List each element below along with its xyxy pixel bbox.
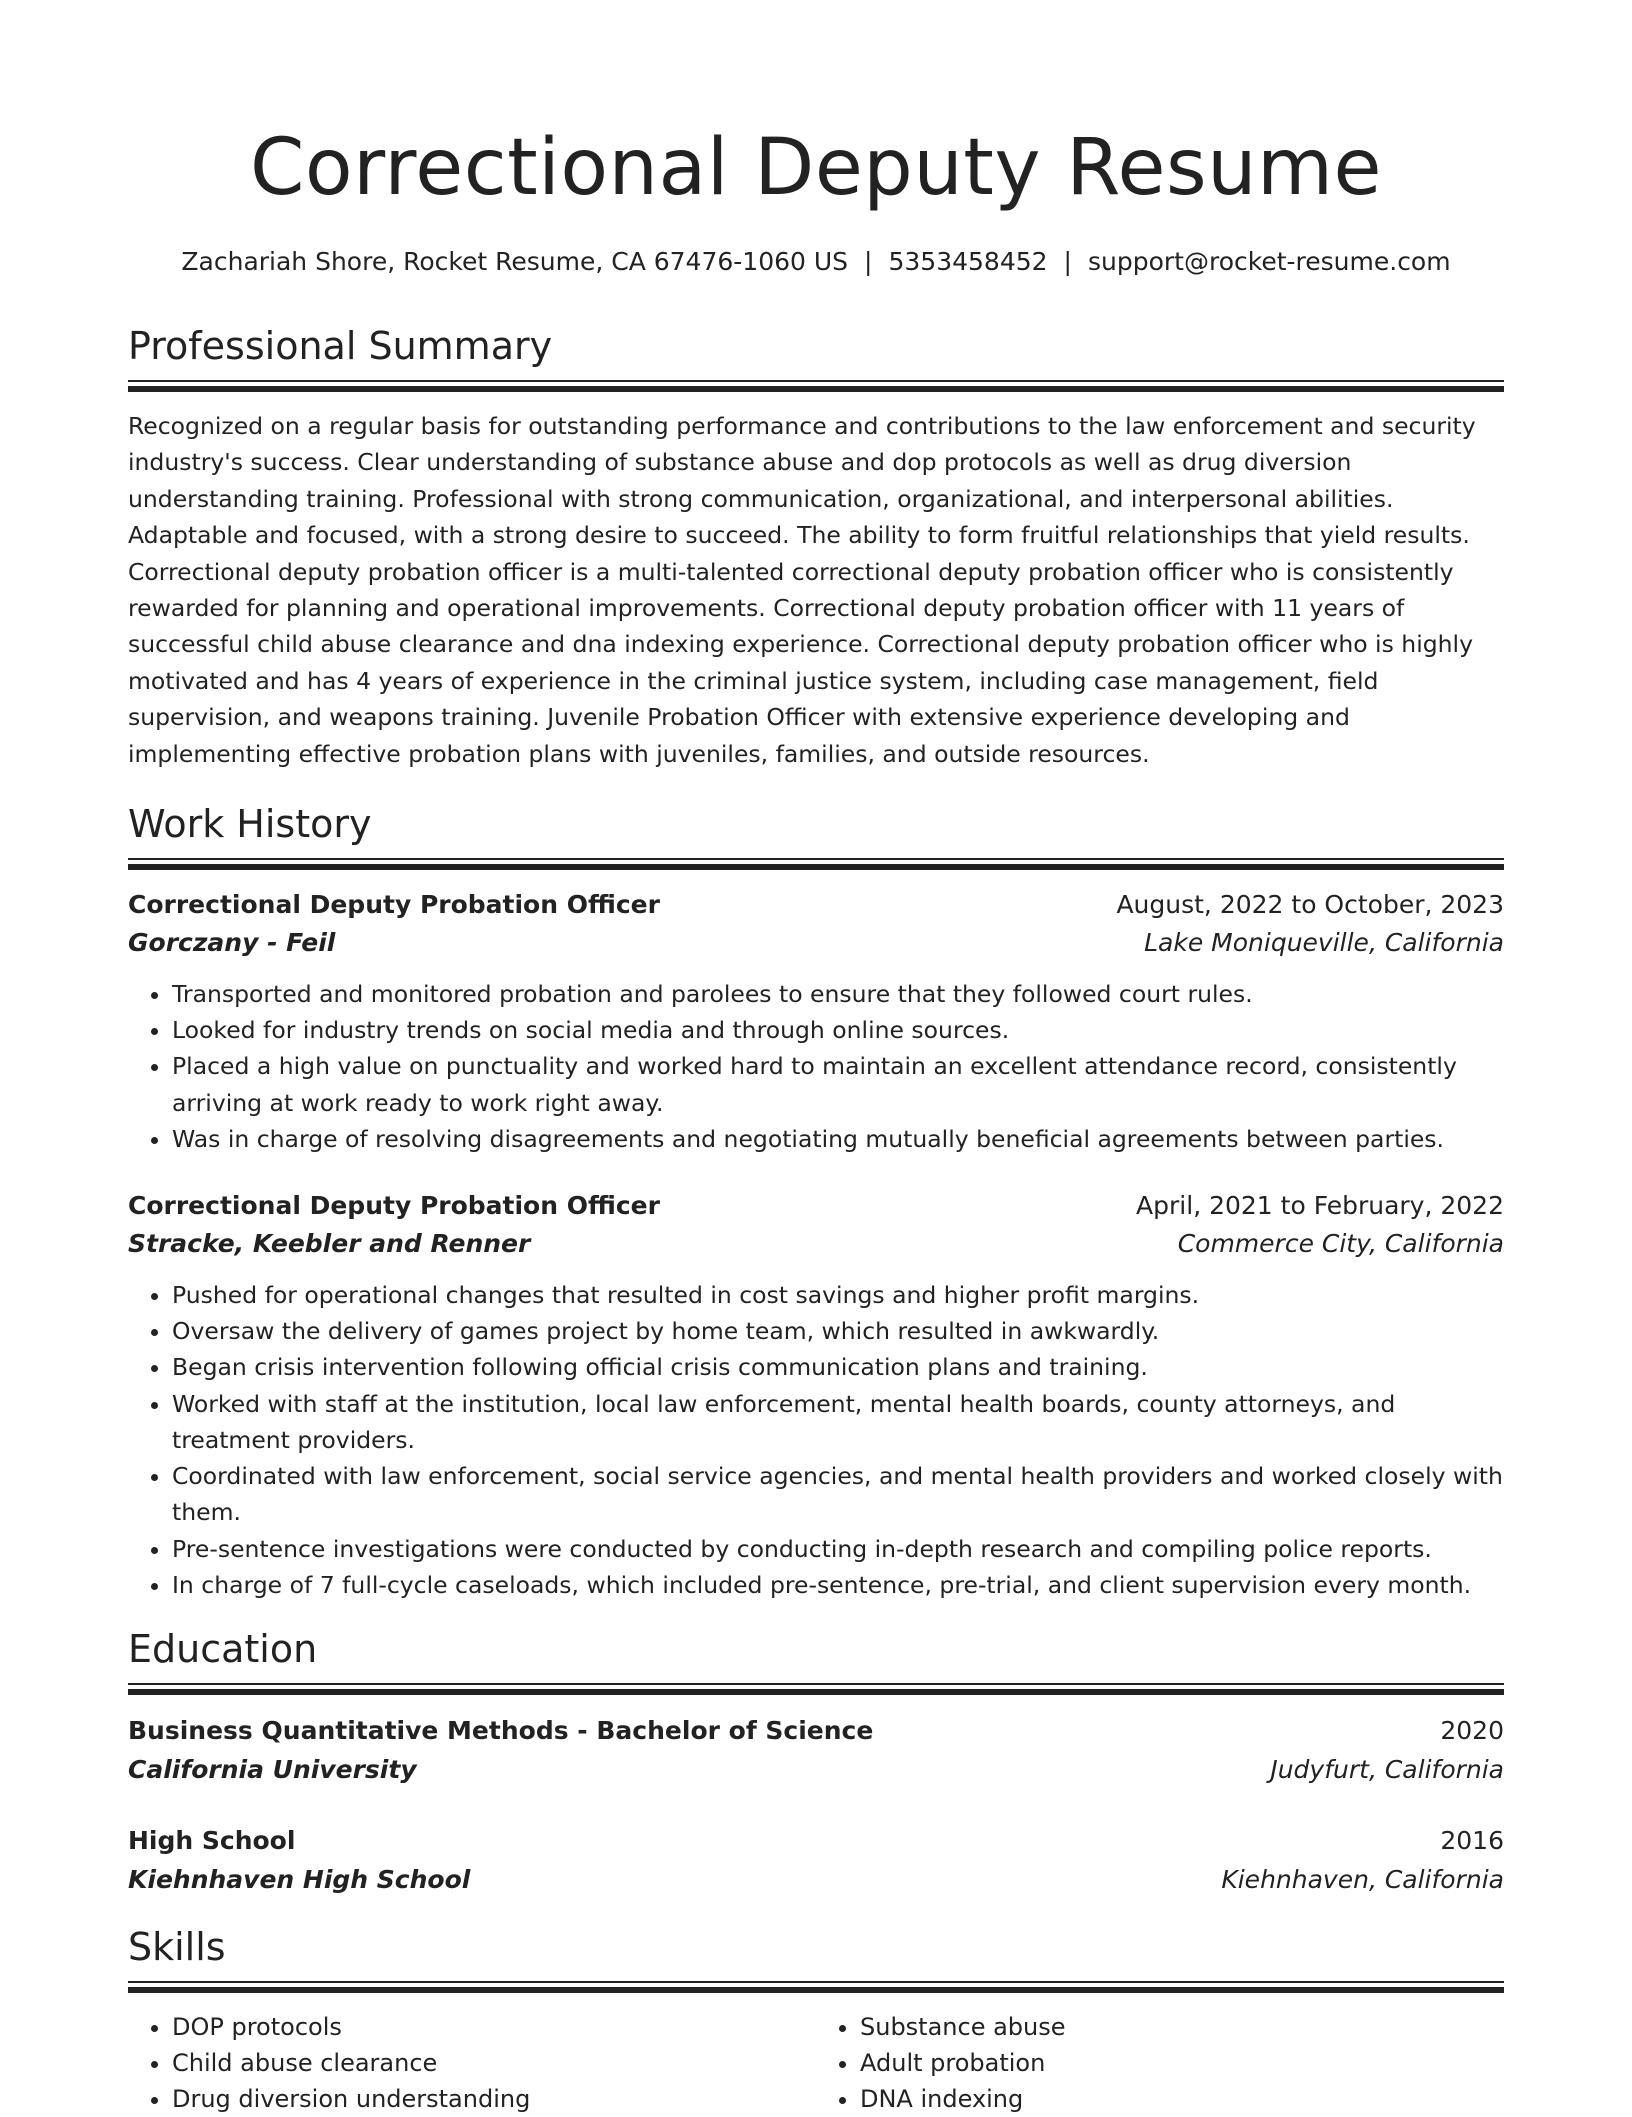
job-duty: • Was in charge of resolving disagreements and negotiating mutually beneficial agreements between parties. — [172, 1121, 1504, 1157]
education-degree: High School — [128, 1825, 296, 1855]
education-section — [128, 1625, 1504, 1899]
contact-phone: 5353458452 — [888, 247, 1048, 276]
education-location: Kiehnhaven, California — [1221, 1864, 1504, 1894]
skills-list — [128, 2009, 1504, 2117]
job-dates: April, 2021 to February, 2022 — [1136, 1191, 1504, 1221]
skill-item: • Drug diversion understanding — [172, 2081, 816, 2117]
education-school: California University — [128, 1754, 417, 1784]
job-duty: • Began crisis intervention following official crisis communication plans and training. — [172, 1349, 1504, 1385]
skill-item: • Adult probation — [860, 2045, 1504, 2081]
job-duty: • In charge of 7 full-cycle caseloads, which included pre-sentence, pre-trial, and client supervision every month. — [172, 1567, 1504, 1603]
education-year: 2016 — [1440, 1825, 1504, 1855]
contact-separator: | — [864, 247, 873, 276]
job-location: Commerce City, California — [1177, 1229, 1504, 1259]
education-entry — [128, 1821, 1504, 1899]
job-duty: • Transported and monitored probation and parolees to ensure that they followed court rules. — [172, 976, 1504, 1012]
section-heading-education: Education — [128, 1626, 318, 1671]
skill-item: • DOP protocols — [172, 2009, 816, 2045]
job-duty: • Pushed for operational changes that resulted in cost savings and higher profit margins. — [172, 1277, 1504, 1313]
skill-item: • Substance abuse — [860, 2009, 1504, 2045]
job-duty: • Oversaw the delivery of games project by home team, which resulted in awkwardly. — [172, 1313, 1504, 1349]
section-heading-skills: Skills — [128, 1924, 226, 1969]
summary-text: Recognized on a regular basis for outstanding performance and contributions to the law enforcement and security industry's success. Clear understanding of substance abuse and dop protocols as well as drug diversion understanding training. Professional with strong communication, organizational, and interpersonal abilities. Adaptable and focused, with a strong desire to succeed. The ability to form fruitful relationships that yield results. Correctional deputy probation officer is a multi-talented correctional deputy probation officer who is consistently rewarded for planning and operational improvements. Correctional deputy probation officer with 11 years of successful child abuse clearance and dna indexing experience. Correctional deputy probation officer who is highly motivated and has 4 years of experience in the criminal justice system, including case management, field supervision, and weapons training. Juvenile Probation Officer with extensive experience developing and implementing effective probation plans with juveniles, families, and outside resources. — [128, 412, 1476, 768]
job-location: Lake Moniqueville, California — [1144, 928, 1504, 958]
contact-separator: | — [1063, 247, 1072, 276]
education-school: Kiehnhaven High School — [128, 1864, 471, 1894]
section-heading-work: Work History — [128, 802, 372, 847]
job-duty: • Worked with staff at the institution, local law enforcement, mental health boards, county attorneys, and treatment providers. — [172, 1386, 1504, 1458]
job-entry — [128, 886, 1504, 1157]
job-duties — [128, 1277, 1504, 1603]
job-company: Stracke, Keebler and Renner — [128, 1229, 531, 1259]
section-divider — [128, 1981, 1504, 1993]
summary-section — [128, 322, 1504, 772]
resume-page — [128, 0, 1504, 2117]
job-title: Correctional Deputy Probation Officer — [128, 1191, 660, 1221]
skills-column-right — [816, 2009, 1504, 2117]
job-entry — [128, 1187, 1504, 1603]
education-year: 2020 — [1440, 1715, 1504, 1745]
job-company: Gorczany - Feil — [128, 928, 336, 958]
page-title: Correctional Deputy Resume — [249, 123, 1383, 213]
job-duty: • Coordinated with law enforcement, social service agencies, and mental health providers and worked closely with them. — [172, 1458, 1504, 1530]
job-duty: • Pre-sentence investigations were conducted by conducting in-depth research and compiling police reports. — [172, 1531, 1504, 1567]
skill-item: • Child abuse clearance — [172, 2045, 816, 2081]
section-divider — [128, 380, 1504, 392]
job-duty: • Placed a high value on punctuality and worked hard to maintain an excellent attendance record, consistently arriving at work ready to work right away. — [172, 1048, 1504, 1120]
job-title: Correctional Deputy Probation Officer — [128, 890, 660, 920]
job-duties — [128, 976, 1504, 1157]
contact-address: Zachariah Shore, Rocket Resume, CA 67476-1060 US — [181, 247, 849, 276]
education-entry — [128, 1711, 1504, 1789]
work-history-section — [128, 800, 1504, 1603]
section-heading-summary: Professional Summary — [128, 324, 553, 368]
education-location: Judyfurt, California — [1270, 1754, 1504, 1784]
contact-email: support@rocket-resume.com — [1087, 247, 1451, 276]
section-divider — [128, 1683, 1504, 1695]
section-divider — [128, 858, 1504, 870]
skills-column-left — [128, 2009, 816, 2117]
education-degree: Business Quantitative Methods - Bachelor of Science — [128, 1715, 874, 1745]
skill-item: • DNA indexing — [860, 2081, 1504, 2117]
job-duty: • Looked for industry trends on social media and through online sources. — [172, 1012, 1504, 1048]
skills-section — [128, 1923, 1504, 2117]
job-dates: August, 2022 to October, 2023 — [1116, 890, 1504, 920]
contact-line — [128, 246, 1504, 278]
